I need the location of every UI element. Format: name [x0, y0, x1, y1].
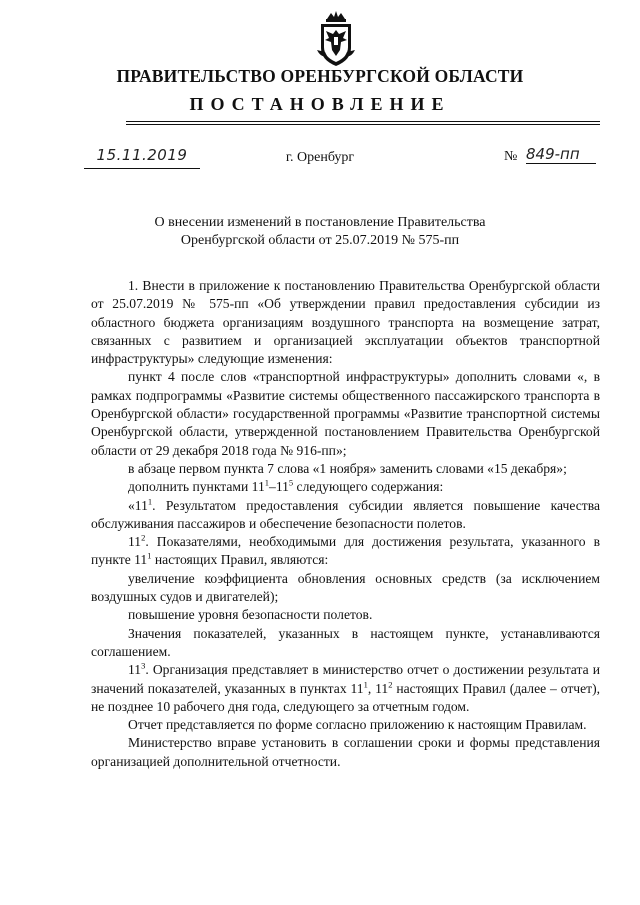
paragraph-4: дополнить пунктами $11^1-11^5$ следующего содержания: [128, 477, 444, 495]
header-rule-top [126, 121, 600, 122]
document-date: 15.11.2019 [84, 146, 200, 169]
coat-of-arms-icon [313, 10, 359, 68]
paragraph-7: увеличение коэффициента обновления основных средств (за исключением воздушных судов и двигателей); [91, 570, 600, 605]
paragraph-6: $11^2$. Показателями, необходимыми для достижения результата, указанного в пункте $11^1$ настоящих Правил, являются: [91, 532, 600, 568]
header-rule-bottom [126, 124, 600, 125]
paragraph-10: $11^3$. Организация представляет в министерство отчет о достижении результата и значений показателей, указанных в пунктах $11^1$, $11^2$ настоящих Правил (далее – отчет), не позднее 10 рабочего дня года, следующего за отчетным годом. [91, 660, 601, 714]
subject-line-2: Оренбургской области от 25.07.2019 № 575-пп [180, 233, 460, 248]
paragraph-9: Значения показателей, указанных в настоящем пункте, устанавливаются соглашением. [91, 625, 600, 659]
paragraph-2: пункт 4 после слов «транспортной инфраструктуры» дополнить словами «, в рамках подпрограммы «Развитие системы общественного пассажирского транспорта в Оренбургской области» государственной программы «Развитие транспортной системы Оренбургской области, утвержденной постановлением Правительства Оренбургской области от 29 декабря 2018 года № 916-пп»; [91, 369, 600, 458]
paragraph-5: «$11^1$. Результатом предоставления субсидии является повышение качества обслуживания пассажиров и обеспечение безопасности полетов. [91, 496, 600, 531]
paragraph-11: Отчет представляется по форме согласно приложению к настоящим Правилам. [128, 717, 587, 733]
paragraph-3: в абзаце первом пункта 7 слова «1 ноября» заменить словами «15 декабря»; [128, 460, 567, 476]
subject-line-1: О внесении изменений в постановление Правительства [154, 215, 486, 230]
document-body [91, 277, 600, 771]
document-type-title: ПОСТАНОВЛЕНИЕ [189, 94, 451, 114]
number-sign: № [504, 149, 518, 164]
document-meta-row [0, 145, 640, 174]
document-city: г. Оренбург [285, 150, 355, 165]
document-number: 849-пп [526, 145, 596, 164]
paragraph-8: повышение уровня безопасности полетов. [128, 607, 373, 623]
paragraph-12: Министерство вправе установить в соглашении сроки и формы представления организацией дополнительной отчетности. [91, 735, 600, 769]
government-title: ПРАВИТЕЛЬСТВО ОРЕНБУРГСКОЙ ОБЛАСТИ [116, 66, 524, 86]
paragraph-1: 1. Внести в приложение к постановлению Правительства Оренбургской области от 25.07.2019 № 575-пп «Об утверждении правил предоставления субсидии из областного бюджета организациям воздушного транспорта на возмещение затрат, связанных с развитием и организацией эксплуатации объектов транспортной инфраструктуры» следующие изменения: [91, 278, 600, 367]
document-subject [100, 214, 540, 250]
